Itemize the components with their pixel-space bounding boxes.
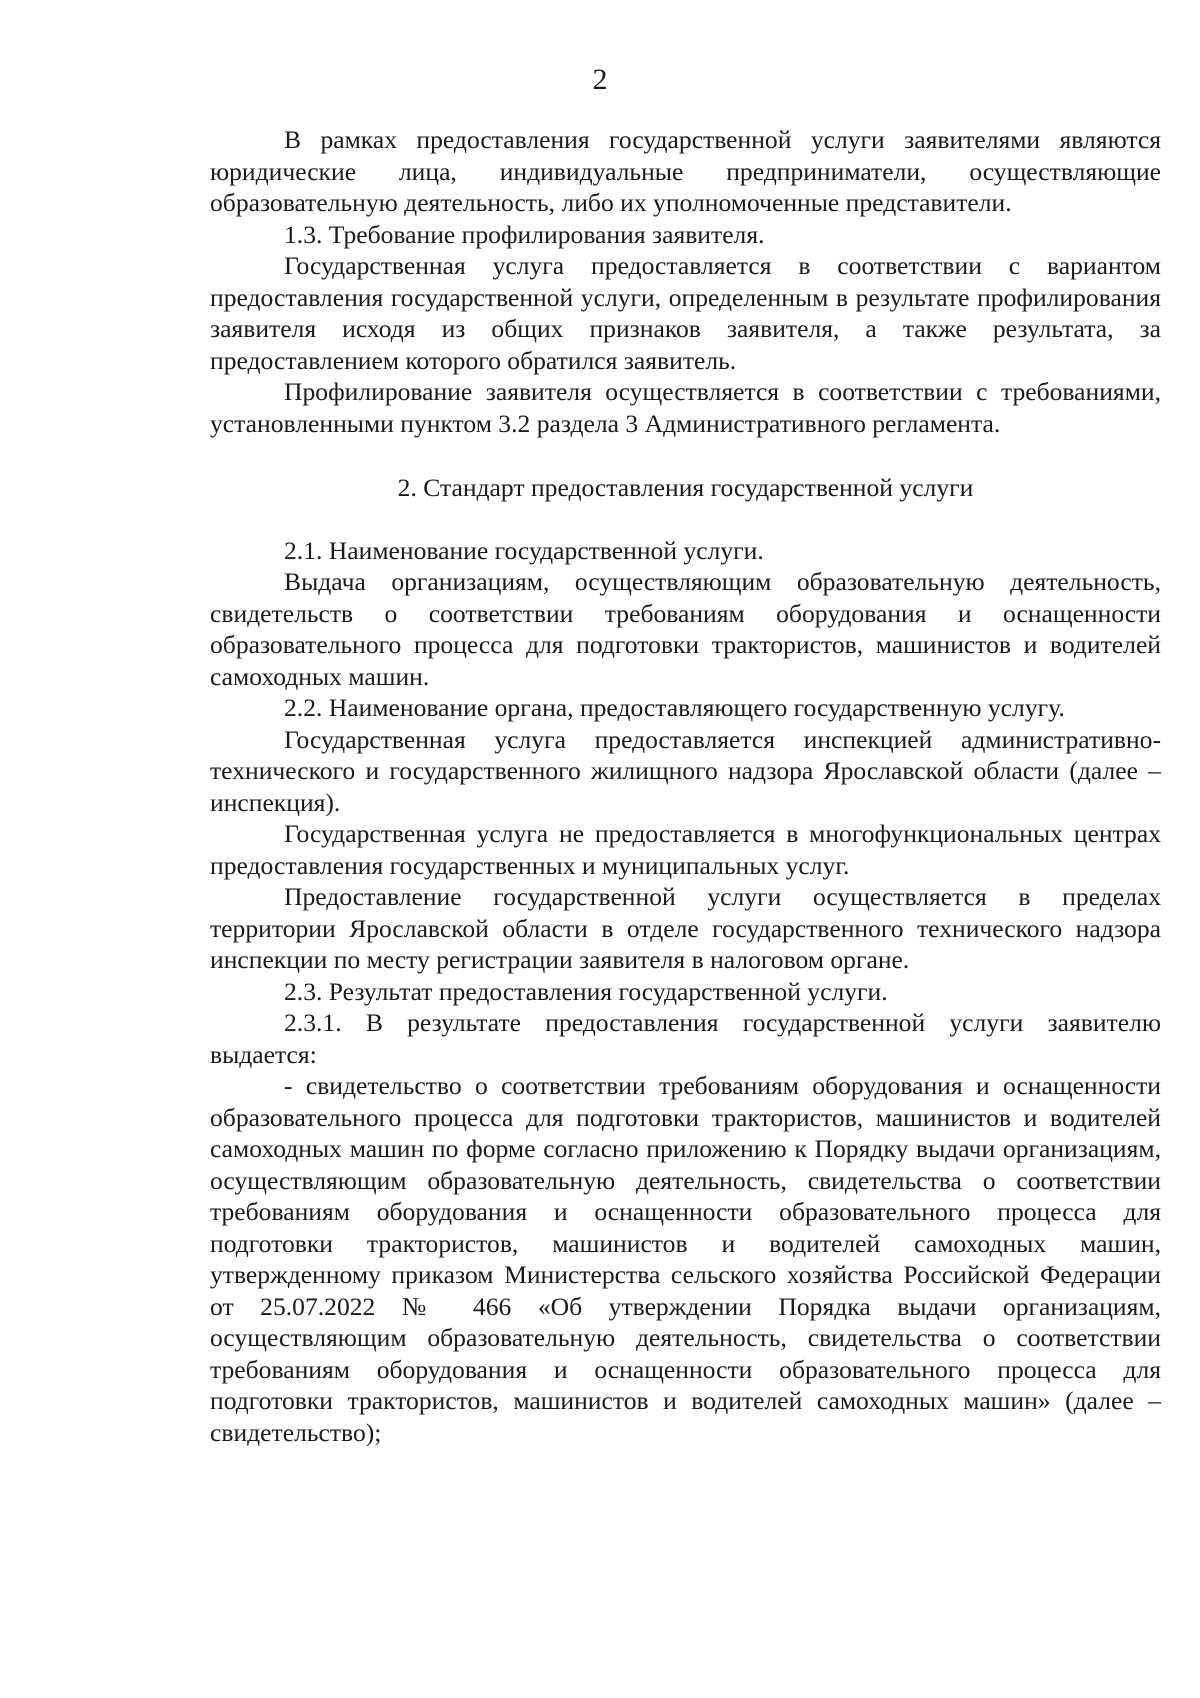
paragraph-certificate: - свидетельство о соответствии требованиям оборудования и оснащенности образовательного процесса для подготовки трактористов, машинистов и водителей самоходных машин по форме согласно приложению к Порядку выдачи организациям, осуществляющим образовательную деятельность, свидетельства о соответствии требованиям оборудования и оснащенности образовательного процесса для подготовки трактористов, машинистов и водителей самоходных машин, утвержденному приказом Министерства сельского хозяйства Российской Федерации от 25.07.2022 № 466 «Об утверждении Порядка выдачи организациям, осуществляющим образовательную деятельность, свидетельства о соответствии требованиям оборудования и оснащенности образовательного процесса для подготовки трактористов, машинистов и водителей самоходных машин» (далее – свидетельство);: [210, 1071, 1161, 1447]
paragraph-applicants: В рамках предоставления государственной услуги заявителями являются юридические лица, индивидуальные предприниматели, осуществляющие образовательную деятельность, либо их уполномоченные представители.: [210, 125, 1161, 217]
paragraph-clause-2-3: 2.3. Результат предоставления государственной услуги.: [284, 976, 888, 1006]
paragraph-variant: Государственная услуга предоставляется в соответствии с вариантом предоставления государственной услуги, определенным в результате профилирования заявителя исходя из общих признаков заявителя, а также результата, за предоставлением которого обратился заявитель.: [210, 251, 1161, 375]
paragraph-clause-1-3: 1.3. Требование профилирования заявителя.: [284, 219, 765, 249]
paragraph-mfc: Государственная услуга не предоставляется в многофункциональных центрах предоставления государственных и муниципальных услуг.: [210, 819, 1161, 880]
paragraph-territory: Предоставление государственной услуги осуществляется в пределах территории Ярославской области в отделе государственного технического надзора инспекции по месту регистрации заявителя в налоговом органе.: [210, 882, 1161, 974]
paragraph-service-name: Выдача организациям, осуществляющим образовательную деятельность, свидетельств о соответствии требованиям оборудования и оснащенности образовательного процесса для подготовки трактористов, машинистов и водителей самоходных машин.: [210, 567, 1161, 691]
section-heading: 2. Стандарт предоставления государственной услуги: [397, 473, 974, 502]
paragraph-clause-2-3-1: 2.3.1. В результате предоставления государственной услуги заявителю выдается:: [210, 1008, 1161, 1069]
paragraph-clause-2-2: 2.2. Наименование органа, предоставляющего государственную услугу.: [284, 693, 1065, 722]
page-number: 2: [592, 63, 608, 96]
paragraph-authority: Государственная услуга предоставляется инспекцией административно-технического и государственного жилищного надзора Ярославской области (далее – инспекция).: [210, 724, 1161, 817]
paragraph-clause-2-1: 2.1. Наименование государственной услуги.: [284, 535, 764, 565]
paragraph-profiling: Профилирование заявителя осуществляется в соответствии с требованиями, установленными пунктом 3.2 раздела 3 Административного регламента.: [210, 377, 1161, 438]
document-body: [210, 124, 1161, 1448]
